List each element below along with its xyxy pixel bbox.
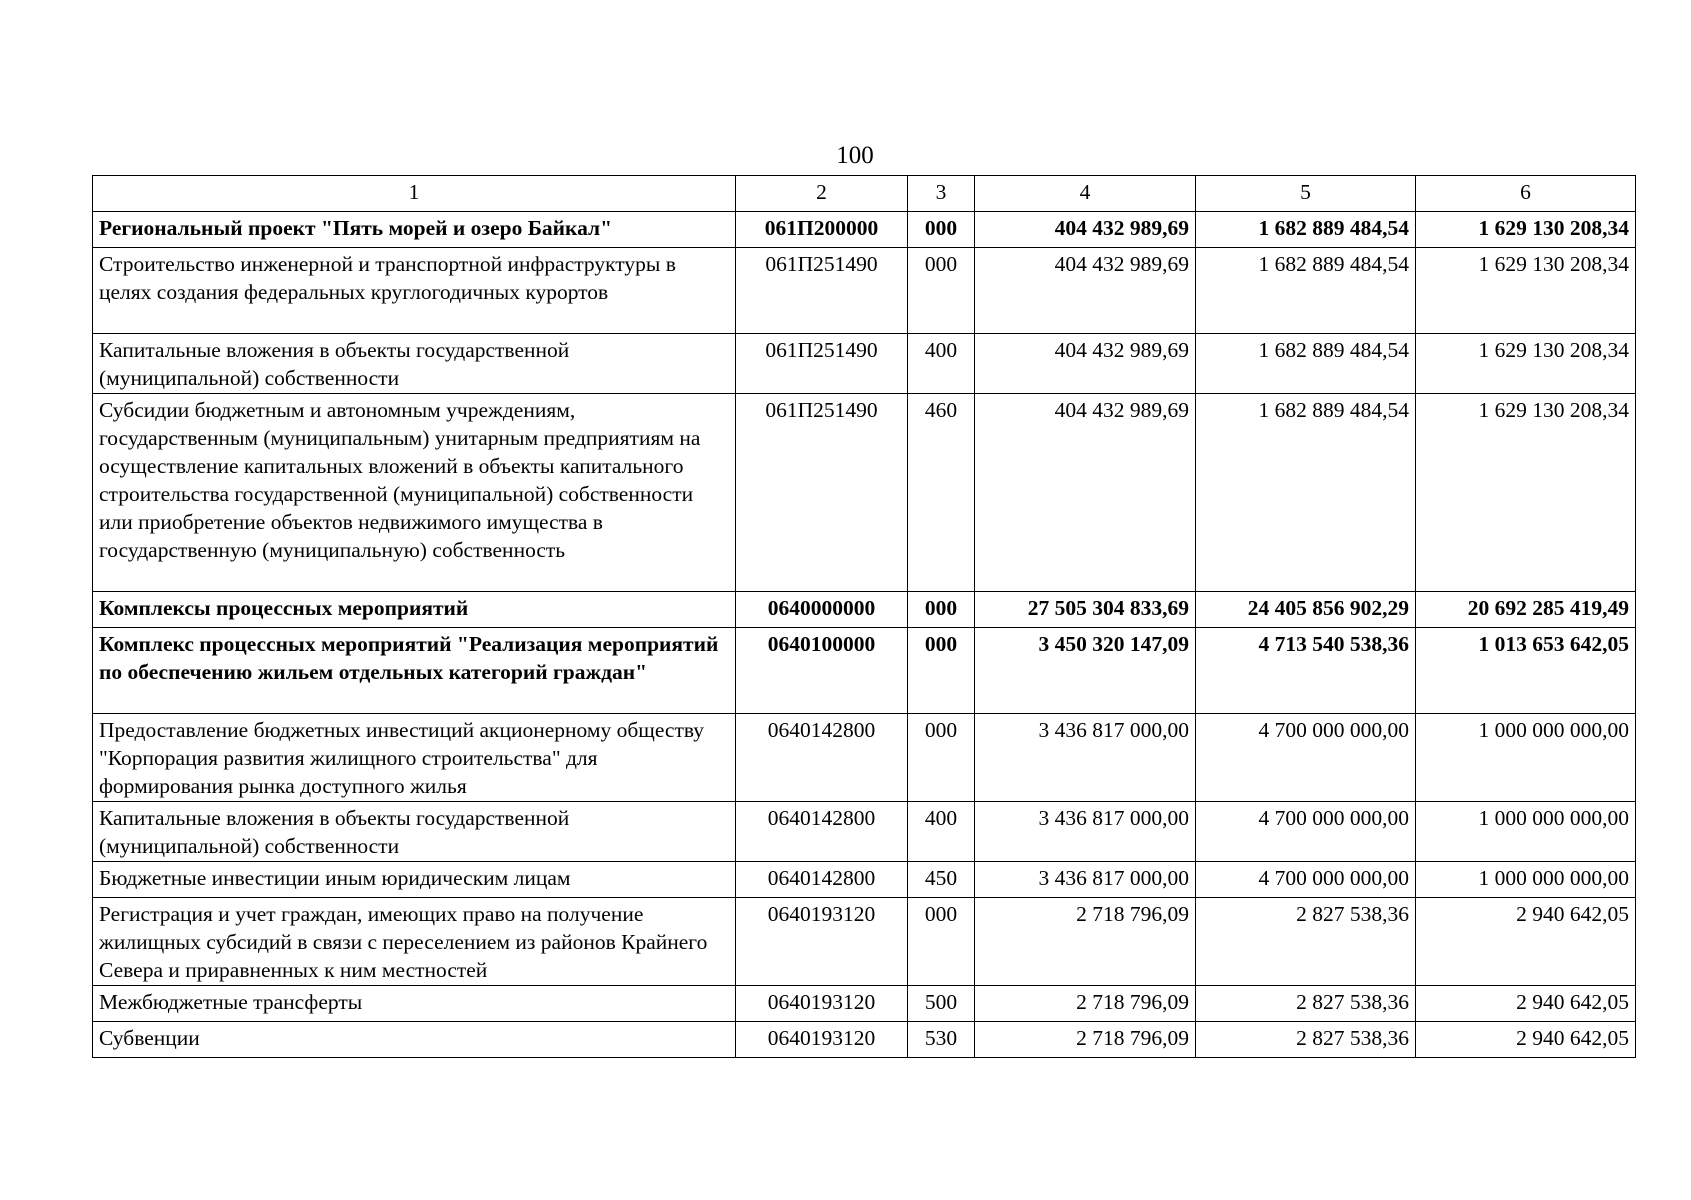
column-number: 6 [1416, 176, 1636, 212]
row-name: Комплекс процессных мероприятий "Реализация мероприятий по обеспечению жильем отдельных категорий граждан" [93, 628, 736, 714]
row-expense-type: 450 [908, 862, 975, 898]
row-expense-type: 000 [908, 592, 975, 628]
row-name: Регистрация и учет граждан, имеющих право на получение жилищных субсидий в связи с переселением из районов Крайнего Севера и приравненных к ним местностей [93, 898, 736, 986]
table-row [93, 212, 1636, 248]
row-name: Субвенции [93, 1022, 736, 1058]
row-name: Комплексы процессных мероприятий [93, 592, 736, 628]
row-amount-col6: 2 940 642,05 [1416, 898, 1636, 986]
row-target-code: 0640000000 [736, 592, 908, 628]
row-expense-type: 000 [908, 628, 975, 714]
row-amount-col6: 2 940 642,05 [1416, 1022, 1636, 1058]
row-target-code: 0640142800 [736, 862, 908, 898]
row-amount-col6: 20 692 285 419,49 [1416, 592, 1636, 628]
column-number-row [93, 176, 1636, 212]
row-amount-col4: 404 432 989,69 [975, 334, 1196, 394]
row-amount-col4: 2 718 796,09 [975, 986, 1196, 1022]
row-amount-col4: 2 718 796,09 [975, 1022, 1196, 1058]
row-amount-col5: 4 713 540 538,36 [1196, 628, 1416, 714]
column-number: 1 [93, 176, 736, 212]
table-row [93, 862, 1636, 898]
row-expense-type: 000 [908, 714, 975, 802]
row-amount-col5: 1 682 889 484,54 [1196, 248, 1416, 334]
column-number: 4 [975, 176, 1196, 212]
row-amount-col5: 24 405 856 902,29 [1196, 592, 1416, 628]
row-name: Капитальные вложения в объекты государственной (муниципальной) собственности [93, 334, 736, 394]
row-target-code: 0640142800 [736, 714, 908, 802]
row-target-code: 061П251490 [736, 248, 908, 334]
row-target-code: 061П200000 [736, 212, 908, 248]
row-amount-col5: 2 827 538,36 [1196, 1022, 1416, 1058]
row-amount-col6: 1 000 000 000,00 [1416, 802, 1636, 862]
row-amount-col4: 3 450 320 147,09 [975, 628, 1196, 714]
row-amount-col6: 1 000 000 000,00 [1416, 862, 1636, 898]
row-amount-col5: 2 827 538,36 [1196, 898, 1416, 986]
budget-table [92, 175, 1636, 1058]
row-expense-type: 400 [908, 802, 975, 862]
row-expense-type: 500 [908, 986, 975, 1022]
row-name: Субсидии бюджетным и автономным учреждениям, государственным (муниципальным) унитарным предприятиям на осуществление капитальных вложений в объекты капитального строительства государственной (муниципальной) собственности или приобретение объектов недвижимого имущества в государственную (муниципальную) собственность [93, 394, 736, 592]
table-row [93, 1022, 1636, 1058]
row-amount-col6: 2 940 642,05 [1416, 986, 1636, 1022]
row-amount-col5: 4 700 000 000,00 [1196, 714, 1416, 802]
row-target-code: 061П251490 [736, 334, 908, 394]
row-amount-col5: 1 682 889 484,54 [1196, 334, 1416, 394]
row-expense-type: 530 [908, 1022, 975, 1058]
row-expense-type: 400 [908, 334, 975, 394]
row-name: Межбюджетные трансферты [93, 986, 736, 1022]
row-amount-col4: 3 436 817 000,00 [975, 802, 1196, 862]
row-amount-col4: 2 718 796,09 [975, 898, 1196, 986]
row-amount-col4: 3 436 817 000,00 [975, 714, 1196, 802]
row-expense-type: 000 [908, 898, 975, 986]
row-expense-type: 460 [908, 394, 975, 592]
row-name: Бюджетные инвестиции иным юридическим лицам [93, 862, 736, 898]
row-name: Региональный проект "Пять морей и озеро Байкал" [93, 212, 736, 248]
row-amount-col6: 1 013 653 642,05 [1416, 628, 1636, 714]
table-row [93, 714, 1636, 802]
row-amount-col4: 3 436 817 000,00 [975, 862, 1196, 898]
row-amount-col5: 4 700 000 000,00 [1196, 802, 1416, 862]
table-row [93, 628, 1636, 714]
table-row [93, 334, 1636, 394]
table-row [93, 986, 1636, 1022]
row-amount-col5: 2 827 538,36 [1196, 986, 1416, 1022]
table-row [93, 802, 1636, 862]
table-row [93, 248, 1636, 334]
row-target-code: 0640100000 [736, 628, 908, 714]
row-amount-col4: 404 432 989,69 [975, 212, 1196, 248]
page-number: 100 [836, 142, 874, 169]
row-amount-col6: 1 629 130 208,34 [1416, 394, 1636, 592]
row-expense-type: 000 [908, 248, 975, 334]
row-name: Капитальные вложения в объекты государственной (муниципальной) собственности [93, 802, 736, 862]
row-amount-col5: 1 682 889 484,54 [1196, 394, 1416, 592]
row-amount-col4: 404 432 989,69 [975, 248, 1196, 334]
row-name: Предоставление бюджетных инвестиций акционерному обществу "Корпорация развития жилищного строительства" для формирования рынка доступного жилья [93, 714, 736, 802]
row-target-code: 0640142800 [736, 802, 908, 862]
row-amount-col6: 1 629 130 208,34 [1416, 212, 1636, 248]
row-amount-col6: 1 000 000 000,00 [1416, 714, 1636, 802]
table-row [93, 898, 1636, 986]
row-target-code: 0640193120 [736, 986, 908, 1022]
column-number: 3 [908, 176, 975, 212]
row-amount-col6: 1 629 130 208,34 [1416, 248, 1636, 334]
row-amount-col5: 1 682 889 484,54 [1196, 212, 1416, 248]
row-expense-type: 000 [908, 212, 975, 248]
row-amount-col4: 27 505 304 833,69 [975, 592, 1196, 628]
row-name: Строительство инженерной и транспортной инфраструктуры в целях создания федеральных круглогодичных курортов [93, 248, 736, 334]
row-target-code: 0640193120 [736, 898, 908, 986]
column-number: 2 [736, 176, 908, 212]
row-target-code: 061П251490 [736, 394, 908, 592]
row-amount-col6: 1 629 130 208,34 [1416, 334, 1636, 394]
row-amount-col5: 4 700 000 000,00 [1196, 862, 1416, 898]
row-amount-col4: 404 432 989,69 [975, 394, 1196, 592]
table-row [93, 592, 1636, 628]
column-number: 5 [1196, 176, 1416, 212]
row-target-code: 0640193120 [736, 1022, 908, 1058]
table-row [93, 394, 1636, 592]
